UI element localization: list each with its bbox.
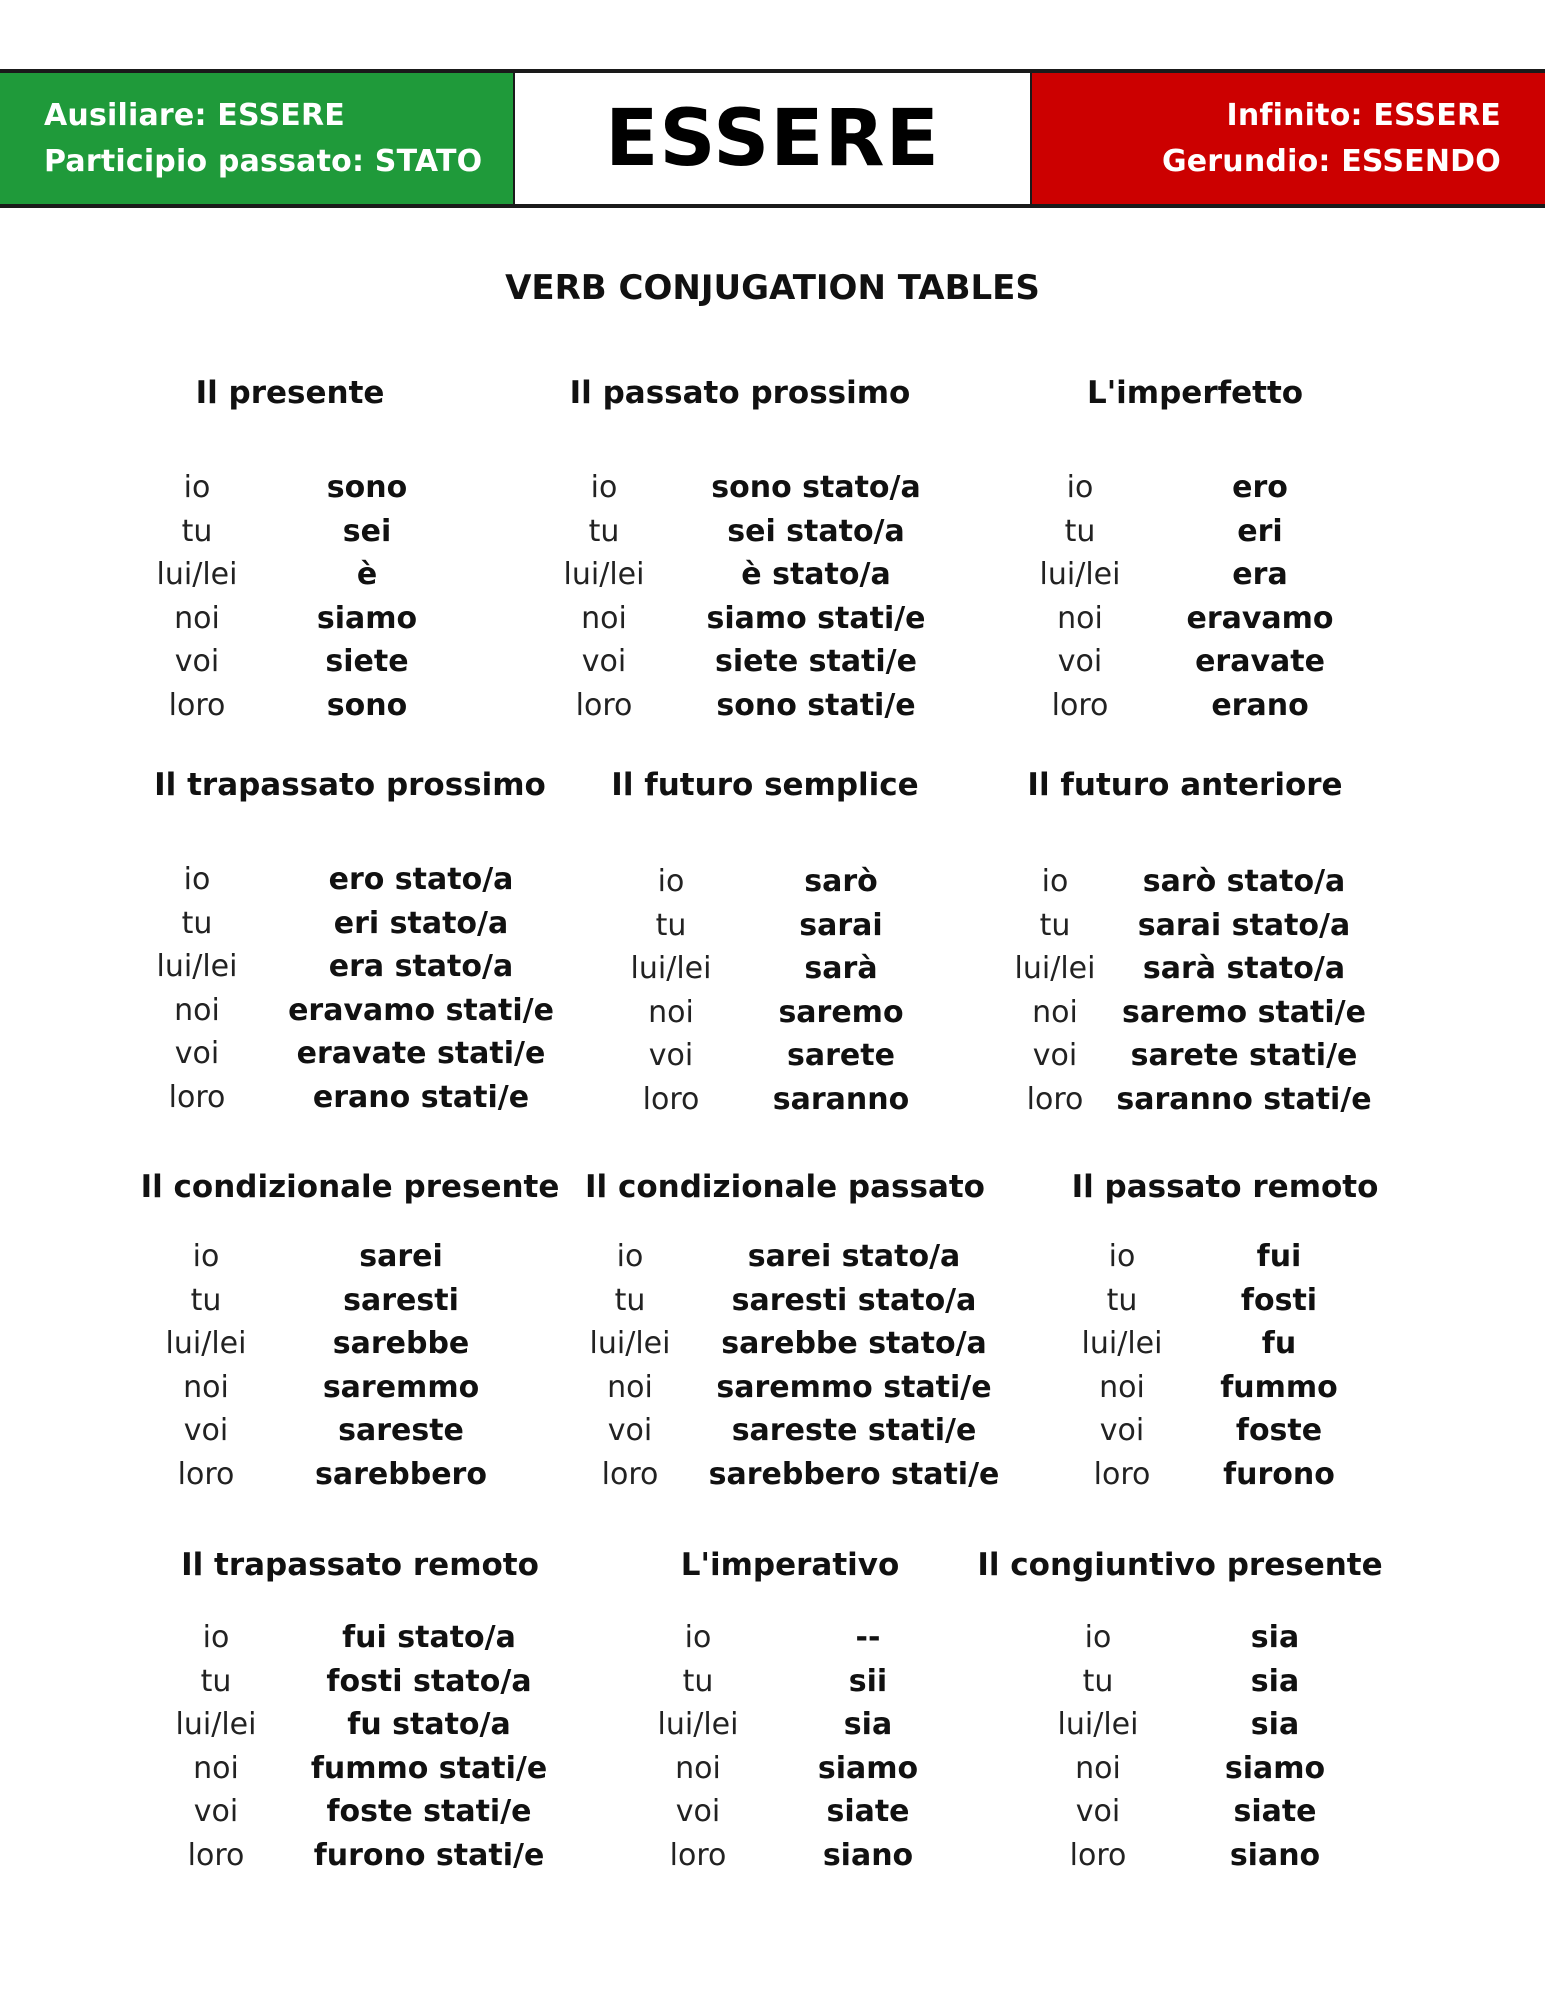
- header-red-band: [1032, 73, 1545, 204]
- conjugation-row: [160, 1838, 560, 1882]
- verb-form: sarebbe: [332, 1326, 470, 1361]
- conjugation-row: [160, 1707, 560, 1751]
- pronoun-label: tu: [588, 513, 620, 549]
- verb-form: sii: [848, 1663, 888, 1699]
- conjugation-row: [580, 1370, 1000, 1414]
- verb-form: foste: [1235, 1413, 1323, 1448]
- verb-form: siamo: [1224, 1750, 1326, 1786]
- conjugation-row: [540, 644, 940, 688]
- verb-form: fosti: [1240, 1282, 1318, 1318]
- verb-form: siamo stati/e: [706, 600, 926, 636]
- conjugation-row: [600, 1038, 940, 1082]
- verb-form: saresti: [343, 1282, 459, 1318]
- tense-title: Il congiuntivo presente: [977, 1547, 1383, 1583]
- pronoun-label: noi: [1099, 1369, 1145, 1405]
- pronoun-label: lui/lei: [589, 1326, 671, 1361]
- conjugation-row: [160, 1794, 560, 1838]
- verb-form: sarebbero: [315, 1456, 487, 1492]
- verb-form: sarei: [359, 1239, 443, 1274]
- pronoun-label: voi: [1075, 1794, 1121, 1829]
- conjugation-row: [140, 1370, 560, 1414]
- verb-form: erano: [1211, 687, 1309, 723]
- verb-form: saremo: [778, 994, 904, 1030]
- pronoun-label: tu: [1064, 513, 1096, 549]
- conjugation-row: [140, 993, 560, 1037]
- pronoun-label: voi: [183, 1413, 229, 1448]
- verb-form: sarete stati/e: [1130, 1038, 1358, 1073]
- pronoun-label: noi: [648, 994, 694, 1030]
- conjugation-row: [640, 1664, 940, 1708]
- verb-form: sarebbero stati/e: [708, 1456, 1000, 1492]
- verb-form: sia: [843, 1707, 893, 1742]
- verb-header-banner: [0, 69, 1545, 208]
- conjugation-row: [140, 470, 440, 514]
- pronoun-label: tu: [682, 1663, 714, 1699]
- pronoun-label: voi: [174, 1036, 220, 1071]
- verb-form: sono: [326, 470, 408, 505]
- tense-title: Il trapassato prossimo: [154, 767, 546, 803]
- conjugation-row: [1000, 995, 1420, 1039]
- conjugation-row: [140, 1457, 560, 1501]
- verb-form: eravate: [1195, 644, 1325, 679]
- conjugation-row: [160, 1751, 560, 1795]
- verb-form: eravamo: [1186, 600, 1334, 636]
- infinitive-label: Infinito: ESSERE: [1226, 97, 1501, 133]
- conjugation-row: [640, 1707, 940, 1751]
- header-green-band: [0, 73, 513, 204]
- conjugation-row: [640, 1620, 940, 1664]
- pronoun-label: lui/lei: [1014, 951, 1096, 986]
- verb-form: sia: [1250, 1707, 1300, 1742]
- tense-title: Il presente: [195, 375, 385, 411]
- verb-form: eravamo stati/e: [288, 992, 554, 1028]
- conjugation-row: [980, 1664, 1400, 1708]
- tense-title: L'imperativo: [680, 1547, 900, 1583]
- verb-form: furono stati/e: [313, 1837, 545, 1873]
- pronoun-label: tu: [614, 1282, 646, 1318]
- conjugation-row: [1050, 1283, 1450, 1327]
- conjugation-row: [140, 1080, 560, 1124]
- verb-form: siano: [1229, 1837, 1321, 1873]
- conjugation-row: [580, 1239, 1000, 1283]
- conjugation-row: [540, 470, 940, 514]
- pronoun-label: noi: [193, 1750, 239, 1786]
- conjugation-row: [140, 1326, 560, 1370]
- pronoun-label: loro: [187, 1837, 245, 1873]
- pronoun-label: voi: [607, 1413, 653, 1448]
- conjugation-row: [1000, 908, 1420, 952]
- conjugation-row: [140, 1413, 560, 1457]
- conjugation-row: [1050, 1239, 1450, 1283]
- verb-form: siete stati/e: [715, 644, 917, 679]
- verb-form: sarei stato/a: [747, 1239, 961, 1274]
- pronoun-label: loro: [575, 687, 633, 723]
- verb-form: saranno: [772, 1081, 910, 1117]
- pronoun-label: noi: [1057, 600, 1103, 636]
- conjugation-row: [1000, 951, 1420, 995]
- pronoun-label: voi: [1057, 644, 1103, 679]
- pronoun-label: lui/lei: [1039, 557, 1121, 592]
- pronoun-label: lui/lei: [657, 1707, 739, 1742]
- verb-form: --: [855, 1620, 881, 1655]
- pronoun-label: lui/lei: [156, 949, 238, 984]
- verb-form: fummo: [1220, 1369, 1338, 1405]
- tense-title: Il passato remoto: [1071, 1169, 1379, 1205]
- conjugation-row: [1000, 557, 1400, 601]
- pronoun-label: voi: [1032, 1038, 1078, 1073]
- verb-form: sarai stato/a: [1137, 907, 1351, 943]
- pronoun-label: voi: [193, 1794, 239, 1829]
- conjugation-row: [540, 557, 940, 601]
- conjugation-row: [580, 1283, 1000, 1327]
- pronoun-label: lui/lei: [156, 557, 238, 592]
- verb-form: fui stato/a: [342, 1620, 516, 1655]
- conjugation-row: [980, 1751, 1400, 1795]
- conjugation-row: [1050, 1370, 1450, 1414]
- pronoun-label: noi: [675, 1750, 721, 1786]
- conjugation-row: [540, 688, 940, 732]
- verb-form: eravate stati/e: [296, 1036, 546, 1071]
- pronoun-label: loro: [1026, 1081, 1084, 1117]
- tense-title: Il condizionale passato: [585, 1169, 985, 1205]
- verb-form: sarete: [787, 1038, 895, 1073]
- conjugation-row: [580, 1413, 1000, 1457]
- verb-title: ESSERE: [605, 93, 940, 184]
- verb-form: sono stato/a: [711, 470, 921, 505]
- verb-form: erano stati/e: [312, 1079, 530, 1115]
- conjugation-row: [1000, 1082, 1420, 1126]
- verb-form: sia: [1250, 1620, 1300, 1655]
- pronoun-label: io: [590, 470, 618, 505]
- verb-form: fui: [1256, 1239, 1302, 1274]
- verb-form: sarò: [804, 864, 878, 899]
- conjugation-row: [140, 601, 440, 645]
- conjugation-row: [140, 862, 560, 906]
- verb-form: saresti stato/a: [731, 1282, 977, 1318]
- pronoun-label: io: [1108, 1239, 1136, 1274]
- conjugation-row: [1000, 601, 1400, 645]
- pronoun-label: lui/lei: [1081, 1326, 1163, 1361]
- verb-form: siate: [826, 1794, 910, 1829]
- conjugation-row: [600, 995, 940, 1039]
- conjugation-row: [640, 1794, 940, 1838]
- verb-form: ero stato/a: [328, 862, 514, 897]
- tense-title: Il trapassato remoto: [181, 1547, 539, 1583]
- conjugation-row: [980, 1838, 1400, 1882]
- pronoun-label: tu: [200, 1663, 232, 1699]
- pronoun-label: loro: [669, 1837, 727, 1873]
- verb-form: saremo stati/e: [1122, 994, 1366, 1030]
- pronoun-label: voi: [1099, 1413, 1145, 1448]
- verb-form: eri: [1237, 513, 1283, 549]
- conjugation-row: [540, 601, 940, 645]
- verb-form: sarai: [799, 907, 883, 943]
- pronoun-label: io: [657, 864, 685, 899]
- pronoun-label: tu: [190, 1282, 222, 1318]
- pronoun-label: tu: [1082, 1663, 1114, 1699]
- conjugation-row: [140, 1036, 560, 1080]
- verb-form: sarà: [804, 951, 878, 986]
- pronoun-label: io: [192, 1239, 220, 1274]
- conjugation-row: [1050, 1326, 1450, 1370]
- pronoun-label: lui/lei: [175, 1707, 257, 1742]
- pronoun-label: loro: [168, 687, 226, 723]
- pronoun-label: voi: [174, 644, 220, 679]
- conjugation-row: [160, 1664, 560, 1708]
- conjugation-row: [1050, 1457, 1450, 1501]
- pronoun-label: loro: [177, 1456, 235, 1492]
- document-title: VERB CONJUGATION TABLES: [505, 268, 1040, 308]
- verb-form: sarà stato/a: [1142, 951, 1346, 986]
- pronoun-label: io: [202, 1620, 230, 1655]
- verb-form: saranno stati/e: [1116, 1081, 1372, 1117]
- pronoun-label: tu: [1039, 907, 1071, 943]
- past-participle-label: Participio passato: STATO: [44, 143, 483, 179]
- pronoun-label: voi: [581, 644, 627, 679]
- verb-form: sei: [342, 513, 392, 549]
- pronoun-label: voi: [675, 1794, 721, 1829]
- pronoun-label: io: [183, 470, 211, 505]
- verb-form: sarò stato/a: [1142, 864, 1346, 899]
- verb-form: fu stato/a: [347, 1707, 511, 1742]
- verb-form: eri stato/a: [333, 905, 509, 941]
- pronoun-label: noi: [581, 600, 627, 636]
- pronoun-label: loro: [1093, 1456, 1151, 1492]
- conjugation-row: [980, 1707, 1400, 1751]
- pronoun-label: io: [183, 862, 211, 897]
- verb-form: fummo stati/e: [310, 1750, 548, 1786]
- conjugation-row: [1000, 688, 1400, 732]
- verb-form: siete: [325, 644, 409, 679]
- verb-form: sono stati/e: [716, 687, 916, 723]
- verb-form: furono: [1223, 1456, 1335, 1492]
- pronoun-label: noi: [174, 600, 220, 636]
- pronoun-label: tu: [181, 513, 213, 549]
- verb-form: siamo: [817, 1750, 919, 1786]
- conjugation-row: [980, 1620, 1400, 1664]
- verb-form: sareste stati/e: [731, 1413, 977, 1448]
- conjugation-row: [140, 688, 440, 732]
- verb-form: fu: [1261, 1326, 1297, 1361]
- conjugation-row: [140, 557, 440, 601]
- gerund-label: Gerundio: ESSENDO: [1161, 143, 1501, 179]
- tense-title: Il passato prossimo: [569, 375, 911, 411]
- conjugation-row: [600, 864, 940, 908]
- conjugation-row: [580, 1326, 1000, 1370]
- pronoun-label: tu: [181, 905, 213, 941]
- verb-form: foste stati/e: [326, 1794, 532, 1829]
- pronoun-label: loro: [642, 1081, 700, 1117]
- pronoun-label: lui/lei: [1057, 1707, 1139, 1742]
- header-white-band: [513, 73, 1032, 204]
- pronoun-label: voi: [648, 1038, 694, 1073]
- conjugation-row: [160, 1620, 560, 1664]
- conjugation-row: [980, 1794, 1400, 1838]
- pronoun-label: io: [616, 1239, 644, 1274]
- verb-form: sia: [1250, 1663, 1300, 1699]
- tense-title: Il futuro semplice: [611, 767, 919, 803]
- pronoun-label: noi: [607, 1369, 653, 1405]
- pronoun-label: loro: [601, 1456, 659, 1492]
- tense-title: L'imperfetto: [1086, 375, 1304, 411]
- conjugation-row: [1000, 1038, 1420, 1082]
- tense-title: Il futuro anteriore: [1027, 767, 1343, 803]
- auxiliary-label: Ausiliare: ESSERE: [44, 97, 345, 133]
- pronoun-label: io: [1041, 864, 1069, 899]
- pronoun-label: loro: [1069, 1837, 1127, 1873]
- conjugation-row: [600, 1082, 940, 1126]
- pronoun-label: loro: [1051, 687, 1109, 723]
- verb-form: è stato/a: [741, 557, 891, 592]
- pronoun-label: lui/lei: [563, 557, 645, 592]
- pronoun-label: tu: [655, 907, 687, 943]
- pronoun-label: io: [1084, 1620, 1112, 1655]
- conjugation-row: [1000, 644, 1400, 688]
- verb-form: sarebbe stato/a: [721, 1326, 987, 1361]
- verb-form: era stato/a: [328, 949, 514, 984]
- conjugation-row: [1000, 864, 1420, 908]
- verb-form: ero: [1232, 470, 1288, 505]
- verb-form: siate: [1233, 1794, 1317, 1829]
- conjugation-row: [140, 514, 440, 558]
- conjugation-row: [140, 949, 560, 993]
- pronoun-label: noi: [174, 992, 220, 1028]
- conjugation-row: [1050, 1413, 1450, 1457]
- conjugation-row: [600, 908, 940, 952]
- verb-form: siano: [822, 1837, 914, 1873]
- pronoun-label: lui/lei: [165, 1326, 247, 1361]
- conjugation-row: [1000, 514, 1400, 558]
- tense-title: Il condizionale presente: [140, 1169, 560, 1205]
- pronoun-label: noi: [183, 1369, 229, 1405]
- verb-form: fosti stato/a: [326, 1663, 532, 1699]
- verb-form: sono: [326, 687, 408, 723]
- conjugation-row: [580, 1457, 1000, 1501]
- conjugation-row: [600, 951, 940, 995]
- verb-form: era: [1232, 557, 1288, 592]
- pronoun-label: io: [684, 1620, 712, 1655]
- pronoun-label: lui/lei: [630, 951, 712, 986]
- verb-form: siamo: [316, 600, 418, 636]
- verb-form: sareste: [338, 1413, 464, 1448]
- conjugation-row: [140, 1283, 560, 1327]
- conjugation-row: [140, 906, 560, 950]
- pronoun-label: loro: [168, 1079, 226, 1115]
- verb-form: saremmo: [322, 1369, 480, 1405]
- verb-form: sei stato/a: [727, 513, 905, 549]
- pronoun-label: tu: [1106, 1282, 1138, 1318]
- conjugation-row: [540, 514, 940, 558]
- pronoun-label: noi: [1075, 1750, 1121, 1786]
- verb-form: è: [356, 557, 378, 592]
- conjugation-row: [1000, 470, 1400, 514]
- conjugation-row: [140, 644, 440, 688]
- conjugation-row: [640, 1751, 940, 1795]
- verb-form: saremmo stati/e: [716, 1369, 992, 1405]
- conjugation-row: [640, 1838, 940, 1882]
- pronoun-label: io: [1066, 470, 1094, 505]
- pronoun-label: noi: [1032, 994, 1078, 1030]
- conjugation-row: [140, 1239, 560, 1283]
